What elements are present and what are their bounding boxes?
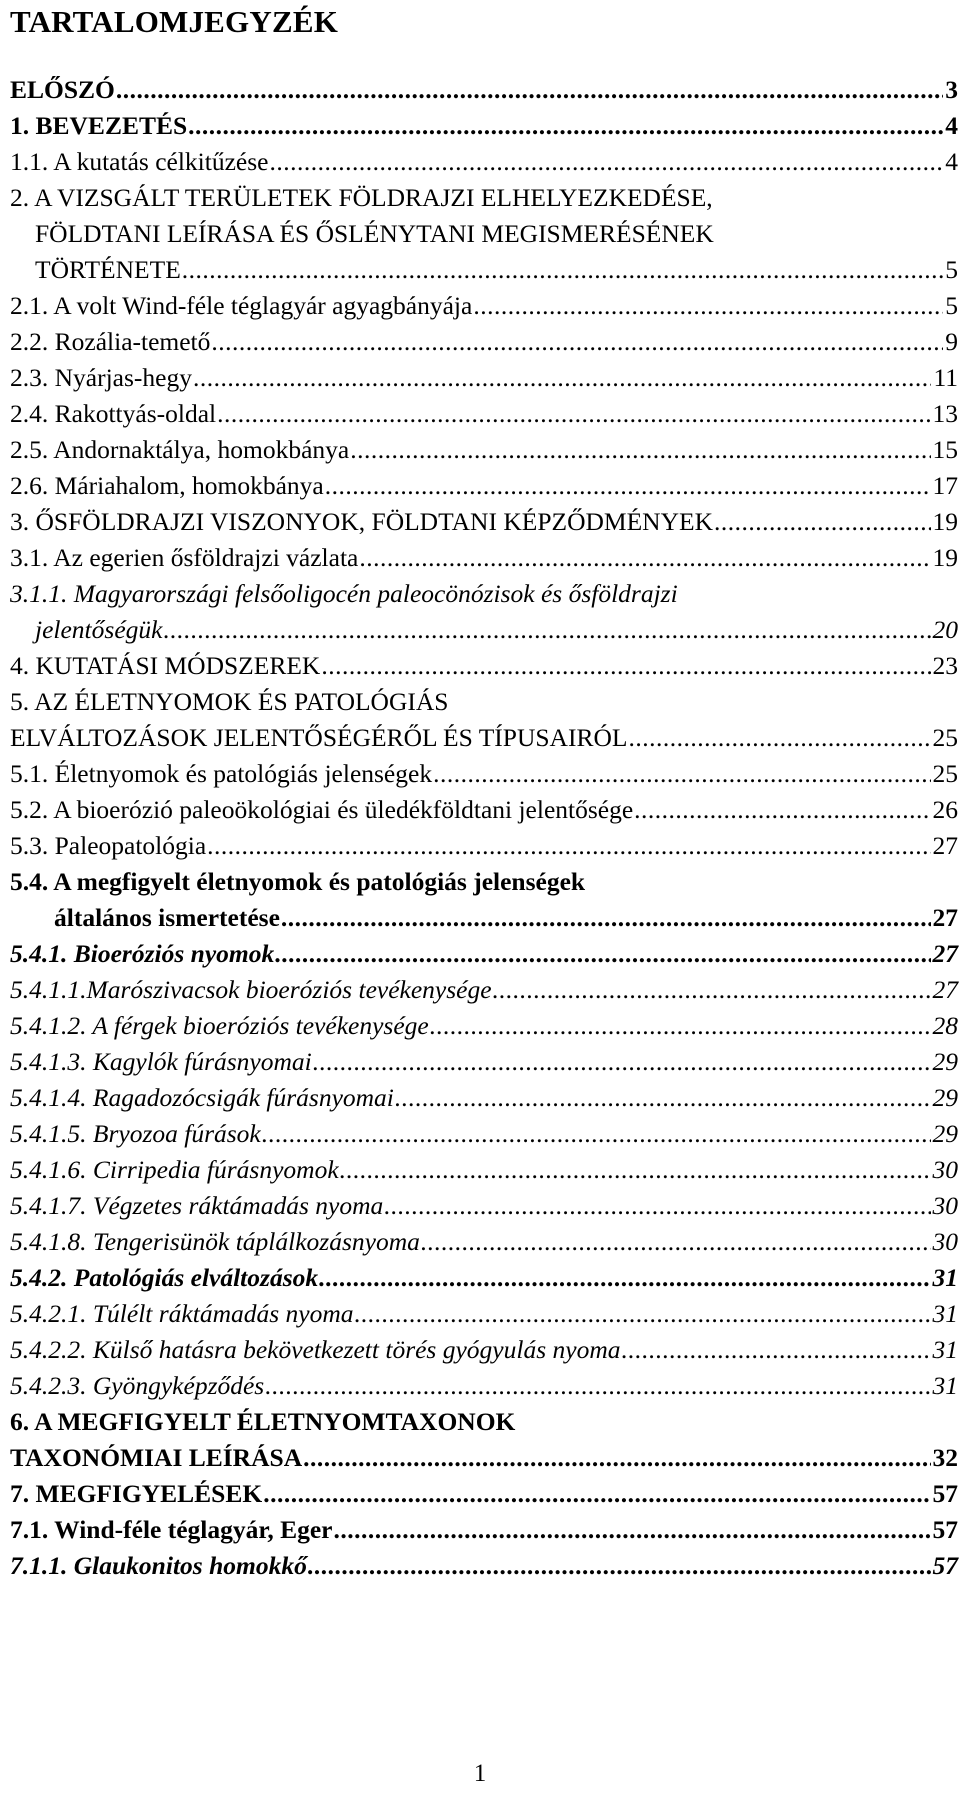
toc-entry-title: TÖRTÉNETE xyxy=(35,255,181,284)
toc-entry-title: 1. BEVEZETÉS xyxy=(10,111,188,140)
toc-page-number: 13 xyxy=(932,399,958,428)
toc-page-number: 27 xyxy=(932,903,958,932)
toc-entry[interactable] xyxy=(10,1476,958,1512)
toc-page-number: 26 xyxy=(932,795,958,824)
toc-entry-title: ELVÁLTOZÁSOK JELENTŐSÉGÉRŐL ÉS TÍPUSAIRÓL xyxy=(10,723,628,752)
toc-page-number: 11 xyxy=(933,363,958,392)
toc-page-number: 30 xyxy=(932,1227,958,1256)
toc-entry[interactable] xyxy=(10,792,958,828)
toc-entry-title: 5.2. A bioerózió paleoökológiai és üledékföldtani jelentősége xyxy=(10,795,634,824)
toc-page-number: 57 xyxy=(932,1551,958,1580)
toc-page-number: 5 xyxy=(945,291,958,320)
toc-entry-title: 5.4.2.1. Túlélt ráktámadás nyoma xyxy=(10,1299,354,1328)
toc-entry-title: 2.5. Andornaktálya, homokbánya xyxy=(10,435,350,464)
toc-page-number: 27 xyxy=(932,939,958,968)
dot-leader xyxy=(182,252,943,288)
toc-page-number: 4 xyxy=(945,147,958,176)
dot-leader xyxy=(211,324,943,360)
toc-entry[interactable] xyxy=(10,1008,958,1044)
dot-leader xyxy=(395,1080,931,1116)
toc-entry[interactable] xyxy=(10,432,958,468)
toc-entry[interactable] xyxy=(10,1296,958,1332)
toc-page-number: 31 xyxy=(932,1263,958,1292)
toc-page-number: 17 xyxy=(932,471,958,500)
toc-entry-title: 2.1. A volt Wind-féle téglagyár agyagbányája xyxy=(10,291,473,320)
toc-entry-title: 5.4.2. Patológiás elváltozások xyxy=(10,1263,319,1292)
toc-entry-title: 3.1. Az egerien ősföldrajzi vázlata xyxy=(10,543,359,572)
toc-page-number: 32 xyxy=(932,1443,958,1472)
toc-entry-title: 2.3. Nyárjas-hegy xyxy=(10,363,192,392)
toc-page-number: 9 xyxy=(945,327,958,356)
dot-leader xyxy=(308,1548,931,1584)
toc-page-number: 4 xyxy=(945,111,958,140)
toc-entry-title: 5.4.1. Bioeróziós nyomok xyxy=(10,939,275,968)
toc-entry[interactable] xyxy=(10,288,958,324)
toc-entry-title: 3. ŐSFÖLDRAJZI VISZONYOK, FÖLDTANI KÉPZŐDMÉNYEK xyxy=(10,507,713,536)
toc-entry-title-line: 6. A MEGFIGYELT ÉLETNYOMTAXONOK xyxy=(10,1407,516,1436)
toc-entry-title: ELŐSZÓ xyxy=(10,75,115,104)
dot-leader xyxy=(275,936,930,972)
toc-entry-title: 2.6. Máriahalom, homokbánya xyxy=(10,471,324,500)
toc-entry-title-line: 2. A VIZSGÁLT TERÜLETEK FÖLDRAJZI ELHELYEZKEDÉSE, xyxy=(10,183,713,212)
toc-entry-title: 5.4.1.5. Bryozoa fúrások xyxy=(10,1119,261,1148)
dot-leader xyxy=(334,1512,931,1548)
dot-leader xyxy=(319,1260,930,1296)
dot-leader xyxy=(303,1440,930,1476)
toc-entry-title: 5.4.1.3. Kagylók fúrásnyomai xyxy=(10,1047,312,1076)
dot-leader xyxy=(269,144,943,180)
toc-entry-title: 5.4.1.1.Marószivacsok bioeróziós tevékenysége xyxy=(10,975,492,1004)
toc-entry[interactable] xyxy=(10,504,958,540)
toc-entry[interactable] xyxy=(10,396,958,432)
toc-entry[interactable] xyxy=(10,144,958,180)
dot-leader xyxy=(493,972,931,1008)
toc-entry[interactable] xyxy=(10,1044,958,1080)
dot-leader xyxy=(116,72,943,108)
dot-leader xyxy=(325,468,931,504)
toc-page-number: 20 xyxy=(932,615,958,644)
toc-page-number: 29 xyxy=(932,1119,958,1148)
toc-page-number: 30 xyxy=(932,1155,958,1184)
toc-entry-title: TAXONÓMIAI LEÍRÁSA xyxy=(10,1443,303,1472)
toc-page-number: 23 xyxy=(932,651,958,680)
toc-entry[interactable] xyxy=(10,1332,958,1368)
dot-leader xyxy=(355,1296,931,1332)
dot-leader xyxy=(714,504,931,540)
toc-entry-title: 2.4. Rakottyás-oldal xyxy=(10,399,217,428)
toc-entry[interactable] xyxy=(10,864,958,936)
toc-entry-title: 5.4.2.2. Külső hatásra bekövetkezett törés gyógyulás nyoma xyxy=(10,1335,621,1364)
dot-leader xyxy=(313,1044,931,1080)
toc-entry[interactable] xyxy=(10,648,958,684)
dot-leader xyxy=(188,108,943,144)
toc-entry-title: jelentőségük xyxy=(35,615,163,644)
toc-entry-title: 5.1. Életnyomok és patológiás jelenségek xyxy=(10,759,433,788)
dot-leader xyxy=(350,432,930,468)
toc-entry[interactable] xyxy=(10,1404,958,1476)
toc-entry-title: 2.2. Rozália-temető xyxy=(10,327,211,356)
toc-entry-title: 7.1.1. Glaukonitos homokkő xyxy=(10,1551,307,1580)
toc-entry[interactable] xyxy=(10,324,958,360)
toc-entry-title: 5.4.1.6. Cirripedia fúrásnyomok xyxy=(10,1155,339,1184)
toc-page-number: 27 xyxy=(932,975,958,1004)
toc-entry-title: 7. MEGFIGYELÉSEK xyxy=(10,1479,263,1508)
dot-leader xyxy=(262,1116,931,1152)
toc-page-number: 19 xyxy=(932,507,958,536)
toc-page-number: 29 xyxy=(932,1047,958,1076)
dot-leader xyxy=(193,360,931,396)
toc-entry[interactable] xyxy=(10,108,958,144)
toc-page-number: 30 xyxy=(932,1191,958,1220)
toc-entry[interactable] xyxy=(10,180,958,288)
toc-entry-title-line: 3.1.1. Magyarországi felsőoligocén paleocönózisok és ősföldrajzi xyxy=(10,579,678,608)
toc-entry[interactable] xyxy=(10,1188,958,1224)
dot-leader xyxy=(207,828,930,864)
page-number: 1 xyxy=(473,1760,487,1787)
toc-entry-title: 1.1. A kutatás célkitűzése xyxy=(10,147,269,176)
page-title: TARTALOMJEGYZÉK xyxy=(10,4,339,39)
dot-leader xyxy=(384,1188,930,1224)
toc-entry[interactable] xyxy=(10,1548,958,1584)
toc-entry[interactable] xyxy=(10,1224,958,1260)
dot-leader xyxy=(634,792,930,828)
toc-entry[interactable] xyxy=(10,540,958,576)
dot-leader xyxy=(421,1224,931,1260)
toc-entry-title: 5.4.2.3. Gyöngyképződés xyxy=(10,1371,265,1400)
toc-page-number: 25 xyxy=(932,723,958,752)
dot-leader xyxy=(473,288,943,324)
toc-entry[interactable] xyxy=(10,72,958,108)
toc-entry[interactable] xyxy=(10,684,958,756)
toc-page-number: 31 xyxy=(932,1299,958,1328)
dot-leader xyxy=(163,612,930,648)
toc-entry-title: 5.4.1.2. A férgek bioeróziós tevékenysége xyxy=(10,1011,429,1040)
dot-leader xyxy=(263,1476,930,1512)
toc-page-number: 15 xyxy=(932,435,958,464)
toc-entry[interactable] xyxy=(10,828,958,864)
toc-page-number: 57 xyxy=(932,1479,958,1508)
dot-leader xyxy=(281,900,931,936)
dot-leader xyxy=(430,1008,931,1044)
toc-entry[interactable] xyxy=(10,1368,958,1404)
toc-page-number: 25 xyxy=(932,759,958,788)
toc-page-number: 5 xyxy=(945,255,958,284)
toc-entry[interactable] xyxy=(10,756,958,792)
dot-leader xyxy=(359,540,930,576)
toc-page-number: 28 xyxy=(932,1011,958,1040)
toc-entry-title: általános ismertetése xyxy=(54,903,280,932)
toc-entry[interactable] xyxy=(10,1260,958,1296)
toc-entry-title: 5.4.1.8. Tengerisünök táplálkozásnyoma xyxy=(10,1227,420,1256)
toc-page-number: 57 xyxy=(932,1515,958,1544)
toc-entry[interactable] xyxy=(10,1152,958,1188)
toc-entry-title: 7.1. Wind-féle téglagyár, Eger xyxy=(10,1515,333,1544)
toc-page-number: 31 xyxy=(932,1335,958,1364)
toc-entry-title-line: 5. AZ ÉLETNYOMOK ÉS PATOLÓGIÁS xyxy=(10,687,449,716)
toc-entry[interactable] xyxy=(10,972,958,1008)
dot-leader xyxy=(265,1368,930,1404)
dot-leader xyxy=(217,396,930,432)
toc-entry-title: 5.4.1.4. Ragadozócsigák fúrásnyomai xyxy=(10,1083,394,1112)
toc-entry[interactable] xyxy=(10,576,958,648)
toc-entry[interactable] xyxy=(10,936,958,972)
toc-entry-title-line: 5.4. A megfigyelt életnyomok és patológiás jelenségek xyxy=(10,867,586,896)
toc-entry-title: 5.3. Paleopatológia xyxy=(10,831,207,860)
toc-entry[interactable] xyxy=(10,360,958,396)
toc-page-number: 29 xyxy=(932,1083,958,1112)
toc-entry-title: 5.4.1.7. Végzetes ráktámadás nyoma xyxy=(10,1191,384,1220)
toc-entry-title-line: FÖLDTANI LEÍRÁSA ÉS ŐSLÉNYTANI MEGISMERÉSÉNEK xyxy=(35,219,714,248)
dot-leader xyxy=(628,720,930,756)
toc-page-number: 31 xyxy=(932,1371,958,1400)
dot-leader xyxy=(321,648,930,684)
toc-entry[interactable] xyxy=(10,1116,958,1152)
toc-page-number: 27 xyxy=(932,831,958,860)
dot-leader xyxy=(621,1332,930,1368)
toc-entry[interactable] xyxy=(10,1512,958,1548)
dot-leader xyxy=(433,756,930,792)
toc-entry-title: 4. KUTATÁSI MÓDSZEREK xyxy=(10,651,321,680)
toc-page-number: 3 xyxy=(945,75,958,104)
table-of-contents xyxy=(10,72,958,1584)
dot-leader xyxy=(340,1152,931,1188)
toc-entry[interactable] xyxy=(10,1080,958,1116)
toc-entry[interactable] xyxy=(10,468,958,504)
toc-page-number: 19 xyxy=(932,543,958,572)
